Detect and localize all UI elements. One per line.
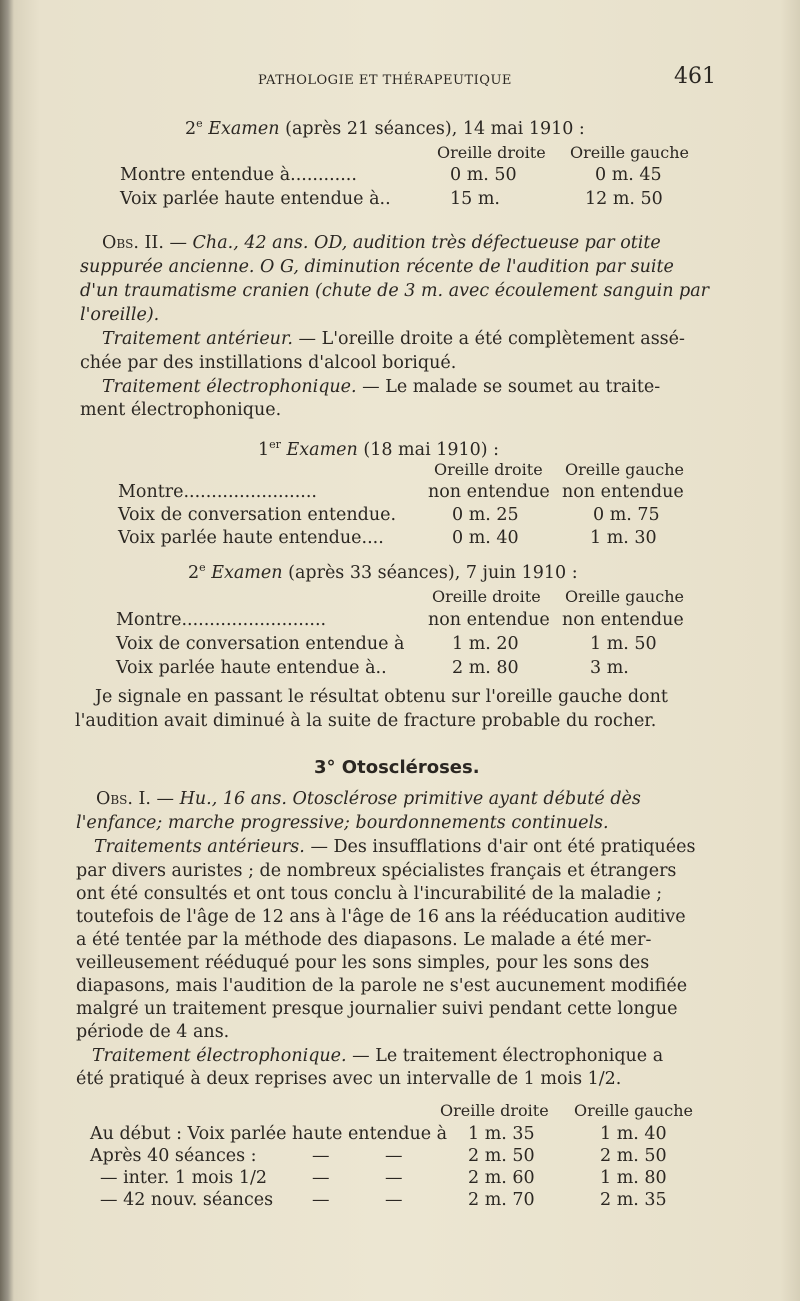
table-row-label: — inter. 1 mois 1/2 [100, 1168, 268, 1188]
paragraph-line: Je signale en passant le résultat obtenu sur l'oreille gauche dont [95, 687, 668, 707]
table-cell-right: non entendue [428, 610, 550, 630]
obs-title: Obs. II. — Cha., 42 ans. OD, audition très défectueuse par otite [102, 233, 661, 253]
col-header-right: Oreille droite [434, 460, 543, 479]
table-row-label: — 42 nouv. séances [100, 1190, 274, 1210]
paragraph-line: l'audition avait diminué à la suite de fracture probable du rocher. [75, 711, 657, 731]
paragraph-line: Traitement électrophonique. — Le malade se soumet au traite- [102, 377, 661, 397]
paragraph-line: diapasons, mais l'audition de la parole ne s'est aucunement modifiée [76, 976, 688, 996]
obs-text: d'un traumatisme cranien (chute de 3 m. avec écoulement sanguin par [80, 281, 710, 301]
exam-heading: 2e Examen (après 33 séances), 7 juin 1910 : [188, 561, 578, 583]
table-cell-right: 2 m. 60 [468, 1168, 535, 1188]
table-cell-left: 2 m. 50 [600, 1146, 667, 1166]
table-row-label: Voix parlée haute entendue à.. [116, 658, 387, 678]
table-cell-left: 1 m. 80 [600, 1168, 667, 1188]
table-row-label: Voix parlée haute entendue.... [118, 528, 384, 548]
table-cell-right: 15 m. [450, 189, 500, 209]
table-cell-right: 0 m. 40 [452, 528, 519, 548]
paragraph-line: période de 4 ans. [76, 1022, 230, 1042]
col-header-right: Oreille droite [432, 587, 541, 606]
table-cell-left: 1 m. 30 [590, 528, 657, 548]
table-cell-left: 1 m. 50 [590, 634, 657, 654]
table-dash: — [312, 1190, 330, 1210]
table-cell-right: 2 m. 80 [452, 658, 519, 678]
table-cell-right: 0 m. 50 [450, 165, 517, 185]
paragraph-line: Traitement antérieur. — L'oreille droite a été complètement assé- [102, 329, 685, 349]
table-dash: — [312, 1146, 330, 1166]
table-row-label: Montre.......................... [116, 610, 327, 630]
table-cell-right: 1 m. 35 [468, 1124, 535, 1144]
table-cell-left: 12 m. 50 [585, 189, 663, 209]
table-row-label: Montre........................ [118, 482, 317, 502]
table-cell-left: non entendue [562, 482, 684, 502]
section-title: 3° Otoscléroses. [314, 757, 480, 778]
page-number: 461 [674, 64, 716, 89]
paragraph-line: a été tentée par la méthode des diapasons. Le malade a été mer- [76, 930, 652, 950]
table-cell-left: 3 m. [590, 658, 629, 678]
table-cell-right: 2 m. 70 [468, 1190, 535, 1210]
col-header-left: Oreille gauche [565, 587, 684, 606]
table-cell-right: 1 m. 20 [452, 634, 519, 654]
table-row-label: Voix parlée haute entendue à.. [120, 189, 391, 209]
table-row-label: Après 40 séances : [90, 1146, 257, 1166]
table-cell-right: 0 m. 25 [452, 505, 519, 525]
table-cell-left: 1 m. 40 [600, 1124, 667, 1144]
paragraph-line: veilleusement rééduqué pour les sons simples, pour les sons des [76, 953, 650, 973]
col-header-right: Oreille droite [437, 143, 546, 162]
table-row-label: Voix de conversation entendue à [116, 634, 405, 654]
paragraph-line: chée par des instillations d'alcool boriqué. [80, 353, 457, 373]
table-dash: — [385, 1168, 403, 1188]
table-cell-right: 2 m. 50 [468, 1146, 535, 1166]
table-row-label: Au début : Voix parlée haute entendue à [90, 1124, 448, 1144]
table-row-label: Montre entendue à............ [120, 165, 357, 185]
paragraph-line: Traitement électrophonique. — Le traitement électrophonique a [92, 1046, 664, 1066]
paragraph-line: été pratiqué à deux reprises avec un intervalle de 1 mois 1/2. [76, 1069, 622, 1089]
paragraph-line: toutefois de l'âge de 12 ans à l'âge de 16 ans la rééducation auditive [76, 907, 686, 927]
obs-title: Obs. I. — Hu., 16 ans. Otosclérose primitive ayant débuté dès [96, 789, 641, 809]
paragraph-line: ment électrophonique. [80, 400, 282, 420]
table-cell-left: 0 m. 75 [593, 505, 660, 525]
table-row-label: Voix de conversation entendue. [118, 505, 397, 525]
obs-text: l'enfance; marche progressive; bourdonnements continuels. [76, 813, 609, 833]
exam-heading: 2e Examen (après 21 séances), 14 mai 1910 : [185, 117, 585, 139]
table-dash: — [385, 1190, 403, 1210]
col-header-left: Oreille gauche [574, 1101, 693, 1120]
table-cell-left: 2 m. 35 [600, 1190, 667, 1210]
table-cell-left: 0 m. 45 [595, 165, 662, 185]
col-header-left: Oreille gauche [570, 143, 689, 162]
col-header-left: Oreille gauche [565, 460, 684, 479]
paragraph-line: Traitements antérieurs. — Des insufflations d'air ont été pratiquées [94, 837, 696, 857]
running-header: PATHOLOGIE ET THÉRAPEUTIQUE [258, 73, 512, 88]
obs-text: l'oreille). [80, 305, 160, 325]
paragraph-line: par divers auristes ; de nombreux spécialistes français et étrangers [76, 861, 677, 881]
table-cell-left: non entendue [562, 610, 684, 630]
exam-heading: 1er Examen (18 mai 1910) : [258, 438, 500, 460]
obs-text: suppurée ancienne. O G, diminution récente de l'audition par suite [80, 257, 674, 277]
paragraph-line: malgré un traitement presque journalier suivi pendant cette longue [76, 999, 678, 1019]
table-dash: — [385, 1146, 403, 1166]
table-dash: — [312, 1168, 330, 1188]
table-cell-right: non entendue [428, 482, 550, 502]
paragraph-line: ont été consultés et ont tous conclu à l'incurabilité de la maladie ; [76, 884, 663, 904]
col-header-right: Oreille droite [440, 1101, 549, 1120]
